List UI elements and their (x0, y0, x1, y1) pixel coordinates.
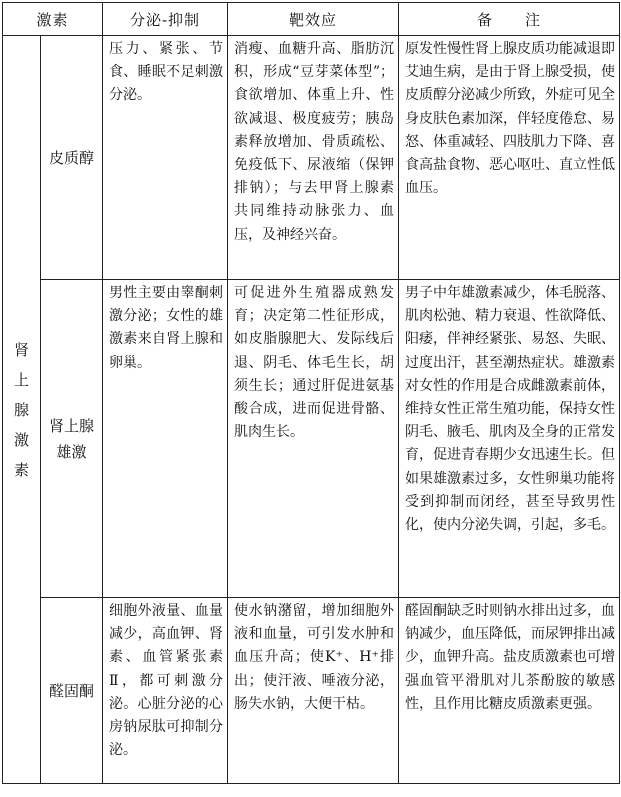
note-cell: 男子中年雄激素减少，体毛脱落、肌肉松弛、精力衰退、性欲降低、阳痿，伴神经紧张、易怒、失眠、过度出汗，甚至潮热症状。雄激素对女性的作用是合成雌激素前体，维持女性正常生殖功能，保持女性阴毛、腋毛、肌肉及全身的正常发育，促进青春期少女迅速生长。但如果雄激素过多，女性卵巢功能将受到抑制而闭经，甚至导致男性化，使内分泌失调，引起，多毛。 (399, 280, 620, 598)
header-hormone: 激素 (3, 3, 103, 36)
header-note: 备 注 (399, 3, 620, 36)
secretion-cell: 细胞外液量、血量减少，高血钾、肾素、血管紧张素Ⅱ，都可刺激分泌。心脏分泌的心房钠尿肽可抑制分泌。 (103, 598, 228, 784)
header-effect: 靶效应 (228, 3, 399, 36)
hormone-table (2, 2, 620, 784)
table-row (3, 598, 620, 784)
hormone-name: 皮质醇 (41, 36, 103, 280)
group-label (3, 36, 41, 784)
table-row (3, 36, 620, 280)
secretion-cell: 压力、紧张、节食、睡眠不足刺激分泌。 (103, 36, 228, 280)
group-label-char: 肾 (13, 340, 29, 359)
effect-cell: 消瘦、血糖升高、脂肪沉积，形成“豆芽菜体型”；食欲增加、体重上升、性欲减退、极度疲劳；胰岛素释放增加、骨质疏松、免疫低下、尿液缩（保钾排钠）；与去甲肾上腺素共同维持动脉张力、血压，及神经兴奋。 (228, 36, 399, 280)
group-label-char: 素 (13, 460, 29, 479)
effect-cell: 可促进外生殖器成熟发育；决定第二性征形成，如皮脂腺肥大、发际线后退、阴毛、体毛生长，胡须生长；通过肝促进氨基酸合成，进而促进骨骼、肌肉生长。 (228, 280, 399, 598)
table-row (3, 280, 620, 598)
group-label-char: 腺 (13, 400, 29, 419)
note-cell: 原发性慢性肾上腺皮质功能减退即艾迪生病，是由于肾上腺受损，使皮质醇分泌减少所致，外症可见全身皮肤色素加深，伴轻度倦怠、易怒、体重减轻、四肢肌力下降、喜食高盐食物、恶心呕吐、直立性低血压。 (399, 36, 620, 280)
note-cell: 醛固酮缺乏时则钠水排出过多，血钠减少，血压降低，而尿钾排出减少，血钾升高。盐皮质激素也可增强血管平滑肌对儿茶酚胺的敏感性，且作用比糖皮质激素更强。 (399, 598, 620, 784)
hormone-name: 肾上腺雄激 (41, 280, 103, 598)
group-label-char: 上 (13, 370, 29, 389)
header-secretion: 分泌-抑制 (103, 3, 228, 36)
hormone-name: 醛固酮 (41, 598, 103, 784)
secretion-cell: 男性主要由睾酮刺激分泌；女性的雄激素来自肾上腺和卵巢。 (103, 280, 228, 598)
effect-cell: 使水钠潴留，增加细胞外液和血量，可引发水肿和血压升高；使K⁺、H⁺排出；使汗液、唾液分泌，肠失水钠，大便干枯。 (228, 598, 399, 784)
table-header-row (3, 3, 620, 36)
group-label-char: 激 (13, 430, 29, 449)
